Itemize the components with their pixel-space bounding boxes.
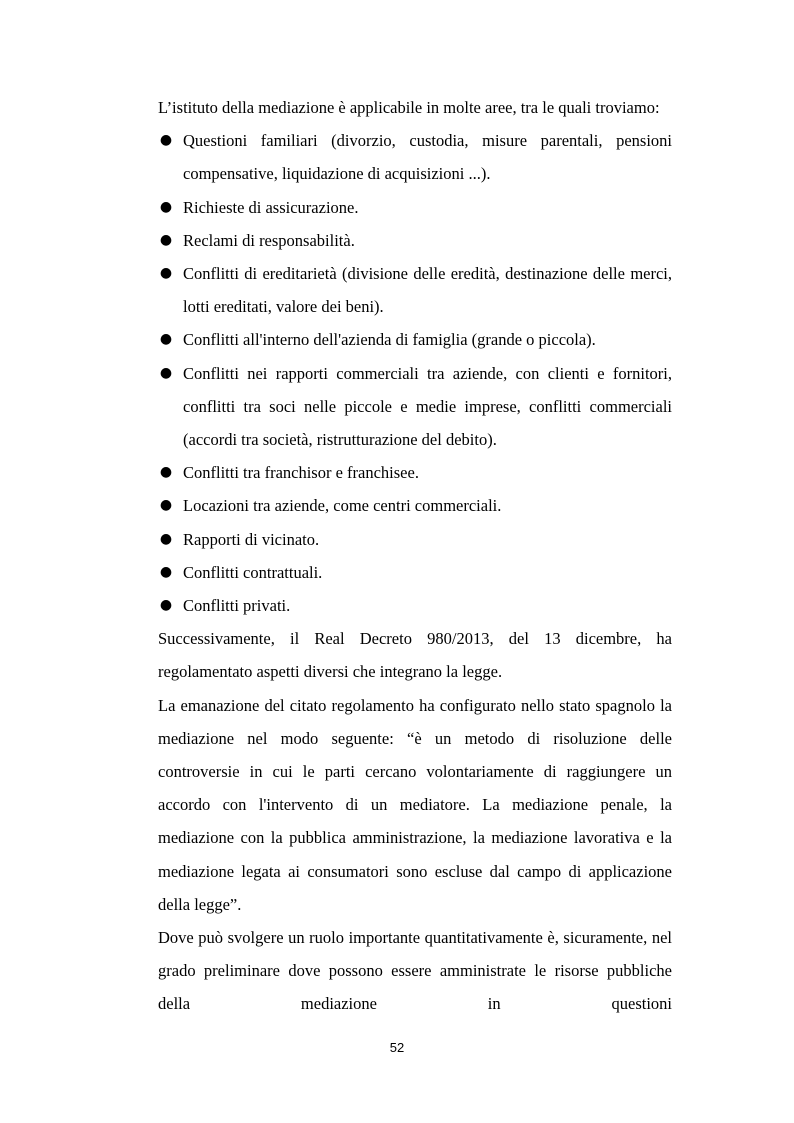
body-paragraph: Successivamente, il Real Decreto 980/2013, del 13 dicembre, ha regolamentato aspetti diversi che integrano la legge. (158, 629, 672, 682)
list-item-text: Reclami di responsabilità. (183, 230, 355, 250)
list-item (158, 456, 672, 489)
list-item (158, 224, 672, 257)
bullet-icon: ● (159, 198, 173, 215)
list-item (158, 523, 672, 556)
list-item (158, 489, 672, 522)
bullet-icon: ● (159, 265, 173, 282)
list-item (158, 589, 672, 622)
bullet-icon: ● (159, 530, 173, 547)
body-paragraph: Dove può svolgere un ruolo importante quantitativamente è, sicuramente, nel grado preliminare dove possono essere amministrate le risorse pubbliche della mediazione in questioni (158, 928, 672, 1014)
bullet-icon: ● (159, 331, 173, 348)
intro-paragraph: L’istituto della mediazione è applicabile in molte aree, tra le quali troviamo: (158, 98, 660, 117)
mediation-areas-list (158, 124, 672, 622)
list-item-text: Rapporti di vicinato. (183, 529, 320, 549)
page-body (158, 91, 672, 1021)
bullet-icon: ● (159, 597, 173, 614)
list-item (158, 357, 672, 457)
list-item (158, 191, 672, 224)
list-item-text: Conflitti di ereditarietà (divisione delle eredità, destinazione delle merci, lotti ereditati, valore dei beni). (183, 264, 672, 317)
list-item (158, 257, 672, 323)
list-item (158, 323, 672, 356)
list-item-text: Questioni familiari (divorzio, custodia, misure parentali, pensioni compensative, liquidazione di acquisizioni ...). (183, 131, 672, 184)
bullet-icon: ● (159, 563, 173, 580)
list-item (158, 124, 672, 190)
bullet-icon: ● (159, 497, 173, 514)
bullet-icon: ● (159, 364, 173, 381)
list-item-text: Conflitti tra franchisor e franchisee. (183, 463, 419, 483)
bullet-icon: ● (159, 464, 173, 481)
list-item-text: Locazioni tra aziende, come centri commerciali. (183, 496, 502, 516)
list-item-text: Conflitti nei rapporti commerciali tra aziende, con clienti e fornitori, conflitti tra soci nelle piccole e medie imprese, conflitti commerciali (accordi tra società, ristrutturazione del debito). (183, 363, 672, 450)
list-item (158, 556, 672, 589)
list-item-text: Conflitti privati. (183, 596, 291, 616)
page-number: 52 (389, 1040, 405, 1055)
bullet-icon: ● (159, 132, 173, 149)
list-item-text: Conflitti all'interno dell'azienda di famiglia (grande o piccola). (183, 330, 596, 350)
list-item-text: Richieste di assicurazione. (183, 197, 359, 217)
list-item-text: Conflitti contrattuali. (183, 562, 323, 582)
body-paragraph: La emanazione del citato regolamento ha configurato nello stato spagnolo la mediazione nel modo seguente: “è un metodo di risoluzione delle controversie in cui le parti cercano volontariamente di raggiungere un accordo con l'intervento di un mediatore. La mediazione penale, la mediazione con la pubblica amministrazione, la mediazione lavorativa e la mediazione legata ai consumatori sono escluse dal campo di applicazione della legge”. (158, 695, 672, 914)
bullet-icon: ● (159, 231, 173, 248)
